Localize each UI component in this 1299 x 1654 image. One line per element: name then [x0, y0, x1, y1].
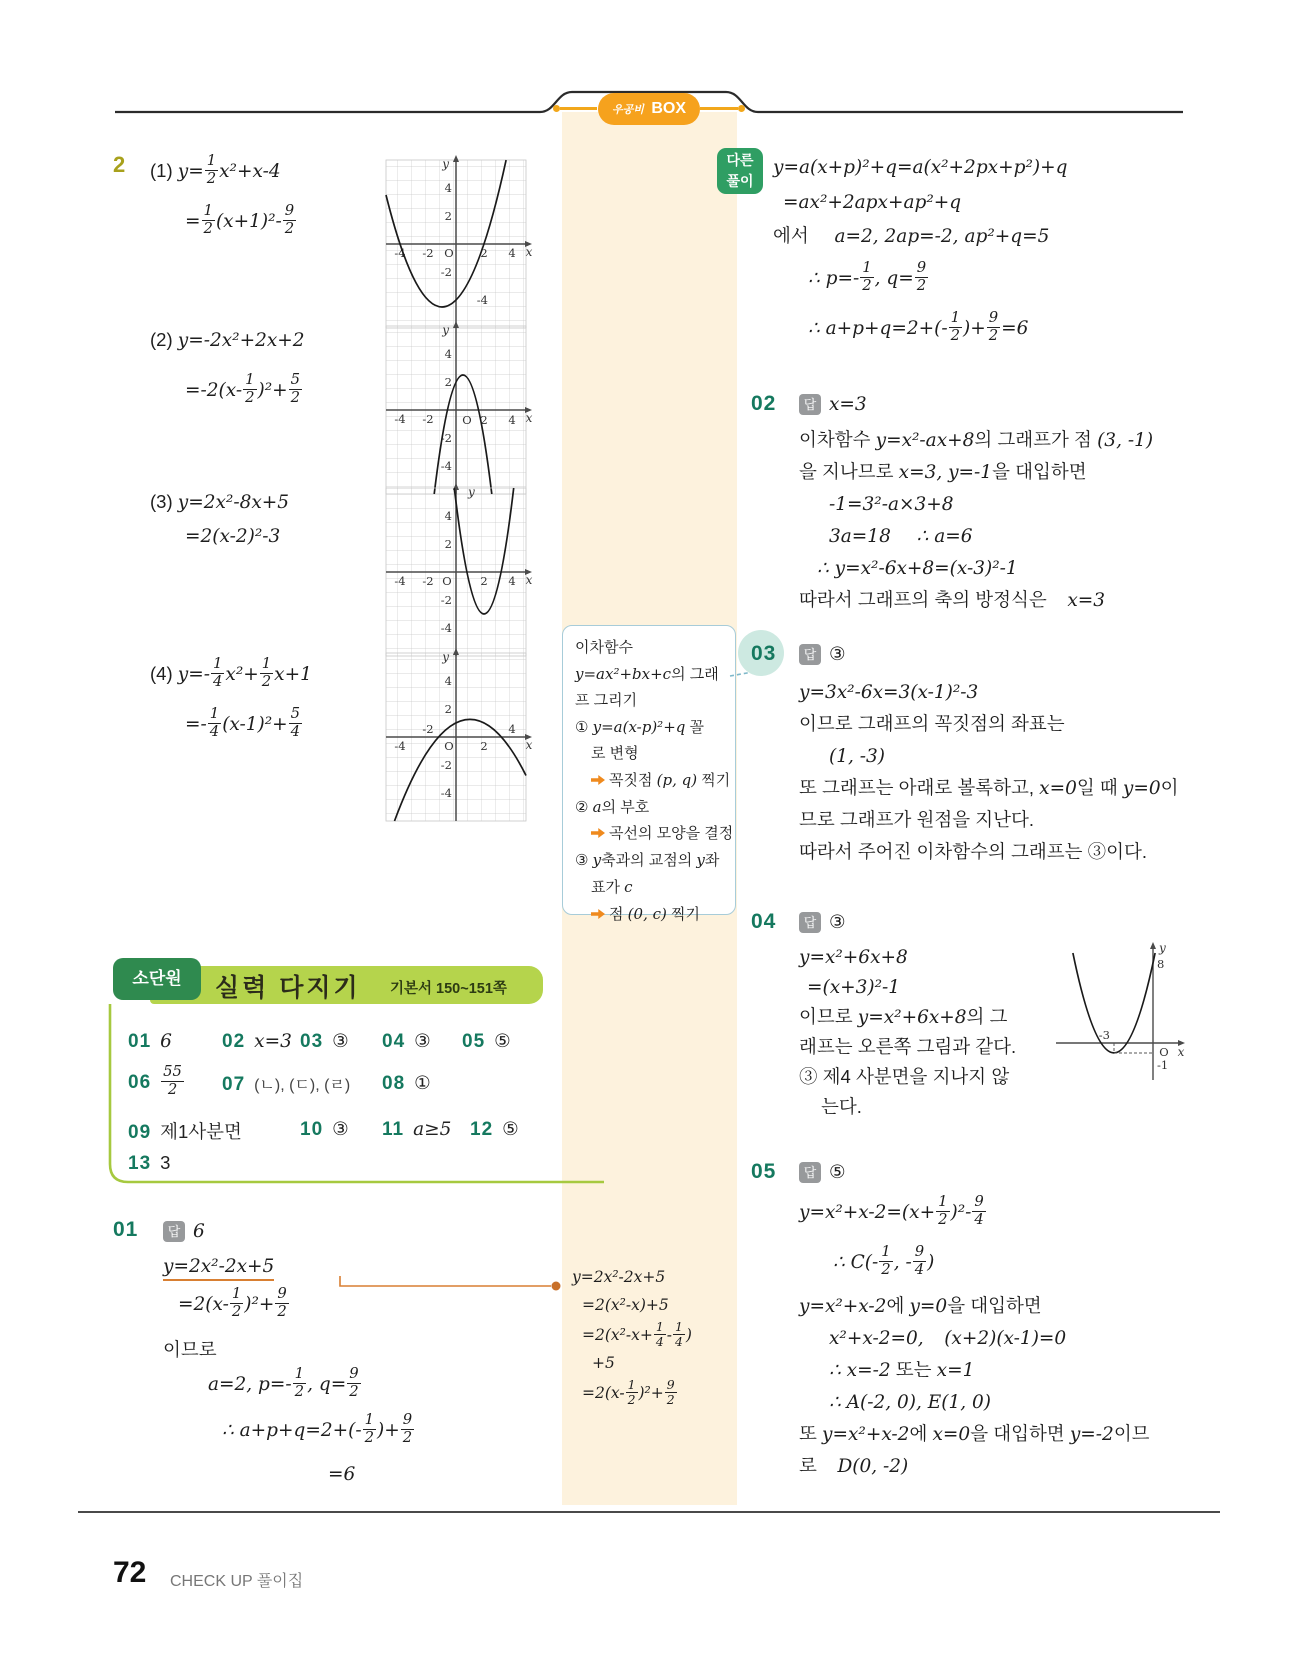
quiz-item — [128, 1063, 185, 1100]
axis-label: 2 — [480, 739, 488, 753]
axis-label: -2 — [440, 593, 452, 607]
annot-line2: =2(x²-x)+5 — [582, 1296, 669, 1314]
note-line: ② a의 부호 — [575, 798, 650, 816]
quiz-item-value: 3 — [160, 1152, 171, 1173]
quiz-item-number: 09 — [128, 1122, 152, 1143]
quiz-item-number: 06 — [128, 1072, 152, 1094]
arrow-icon — [591, 909, 605, 919]
annot-line5: =2(x- $\frac{1}{2}$ )²+ $\frac{9}{2}$ — [582, 1377, 675, 1407]
axis-label: O — [444, 739, 454, 753]
axis-label: -4 — [394, 574, 406, 588]
p05-line8: 로 D(0, -2) — [799, 1455, 909, 1477]
axis-label: 4 — [508, 413, 516, 427]
axis-label: y — [442, 157, 449, 171]
p05-line5: ∴ x=-2 또는 x=1 — [829, 1359, 975, 1381]
quiz-item-value: 6 — [160, 1031, 172, 1052]
p2-part1-line1: (1) y= $\frac{1}{2}$ x²+x-4 — [150, 152, 281, 187]
p01-annotation-connector — [336, 1276, 568, 1296]
axis-label: x — [525, 573, 533, 587]
alt-line1: y=a(x+p)²+q=a(x²+2px+p²)+q — [773, 157, 1068, 178]
axis-label: 8 — [1157, 957, 1165, 971]
ugongbi-box-dot-right — [738, 105, 745, 112]
p03-number: 03 — [751, 642, 777, 665]
quiz-item — [128, 1152, 170, 1175]
p2-part1-line2: = $\frac{1}{2}$ (x+1)²- $\frac{9}{2}$ — [185, 202, 295, 237]
p01-line5: ∴ a+p+q=2+(- $\frac{1}{2}$ )+ $\frac{9}{2}$ — [222, 1411, 413, 1446]
axis-label: x — [525, 245, 533, 259]
alt-line2: =ax²+2apx+ap²+q — [783, 192, 962, 213]
quiz-item-number: 05 — [462, 1031, 486, 1052]
axis-label: -1 — [1157, 1058, 1169, 1072]
axis-label: 2 — [480, 413, 488, 427]
note-line-text: 꼭짓점 (p, q) 찍기 — [609, 771, 731, 789]
p03-line1: y=3x²-6x=3(x-1)²-3 — [799, 682, 979, 703]
alt-line4: ∴ p=- $\frac{1}{2}$ , q= $\frac{9}{2}$ — [808, 259, 927, 294]
quiz-item — [462, 1030, 511, 1053]
quiz-item-value: ⑤ — [502, 1118, 519, 1139]
ugongbi-box-label-small: 우공비 — [611, 104, 644, 116]
axis-label: 2 — [444, 375, 452, 389]
quiz-item — [382, 1118, 451, 1141]
p02-line5: ∴ y=x²-6x+8=(x-3)²-1 — [817, 558, 1018, 579]
axis-label: y — [1159, 941, 1166, 955]
ugongbi-box-label-big: BOX — [651, 100, 686, 117]
p05-line7: 또 y=x²+x-2에 x=0을 대입하면 y=-2이므 — [799, 1423, 1150, 1445]
p04-answer: ③ — [829, 911, 846, 932]
arrow-icon — [591, 775, 605, 785]
p01-answer: 6 — [193, 1221, 205, 1242]
annot-line3: =2(x²-x+ $\frac{1}{4}$ - $\frac{1}{4}$ ) — [582, 1319, 692, 1349]
p05-line6: ∴ A(-2, 0), E(1, 0) — [829, 1392, 992, 1413]
p04-line6: 는다. — [821, 1096, 862, 1117]
p05-line4: x²+x-2=0, (x+2)(x-1)=0 — [829, 1328, 1067, 1349]
axis-label: y — [468, 485, 475, 499]
quiz-item-number: 10 — [300, 1119, 324, 1140]
note-line: 프 그리기 — [575, 692, 638, 709]
quiz-item — [128, 1030, 172, 1053]
quiz-item — [222, 1030, 292, 1053]
ugongbi-box-badge — [598, 93, 700, 125]
p02-answer-badge: 답 — [799, 394, 821, 415]
note-line: ③ y축과의 교점의 y좌 — [575, 851, 720, 869]
axis-label: -4 — [394, 412, 406, 426]
quiz-item-value: ⑤ — [494, 1030, 511, 1051]
alt-badge-line2: 풀이 — [726, 173, 754, 189]
p03-line2: 이므로 그래프의 꼭짓점의 좌표는 — [799, 713, 1065, 734]
p01-line1-formula: y=2x²-2x+5 — [163, 1255, 274, 1281]
footer-text: CHECK UP 풀이집 — [170, 1573, 304, 1590]
alt-line5: ∴ a+p+q=2+(- $\frac{1}{2}$ )+ $\frac{9}{2}$ =6 — [808, 309, 1029, 344]
p02-line6: 따라서 그래프의 축의 방정식은 x=3 — [799, 589, 1106, 611]
quiz-item-value: $\frac{55}{2}$ — [163, 1063, 182, 1098]
p04-line2: =(x+3)²-1 — [807, 977, 901, 998]
p05-line1: y=x²+x-2=(x+ $\frac{1}{2}$ )²- $\frac{9}{4}$ — [799, 1193, 984, 1228]
annotation-bullet — [552, 1282, 561, 1291]
p01-line1 — [163, 1254, 274, 1278]
axis-label: -2 — [440, 758, 452, 772]
p2-part2-line2: =-2(x- $\frac{1}{2}$ )²+ $\frac{5}{2}$ — [185, 371, 301, 406]
p03-line5: 므로 그래프가 원점을 지난다. — [799, 809, 1035, 830]
p03-line4: 또 그래프는 아래로 볼록하고, x=0일 때 y=0이 — [799, 777, 1179, 799]
axis-label: -2 — [422, 722, 434, 736]
axis-label: O — [1159, 1045, 1169, 1059]
p03-answer-badge: 답 — [799, 644, 821, 665]
quiz-item-number: 12 — [470, 1119, 494, 1140]
quiz-item — [128, 1118, 242, 1144]
axis-label: O — [442, 574, 452, 588]
quiz-item — [382, 1072, 431, 1095]
p02-line1: 이차함수 y=x²-ax+8의 그래프가 점 (3, -1) — [799, 429, 1154, 451]
graph-parabola-3 — [383, 480, 533, 666]
quiz-item-number: 07 — [222, 1074, 246, 1095]
alt-solution-badge — [717, 148, 763, 194]
axis-label: x — [525, 738, 533, 752]
axis-label: -2 — [440, 265, 452, 279]
axis-label: -4 — [440, 621, 452, 635]
p05-answer-badge: 답 — [799, 1162, 821, 1183]
note-line — [575, 901, 735, 928]
p04-line5: ③ 제4 사분면을 지나지 않 — [799, 1066, 1010, 1087]
quiz-ref: 기본서 150~151쪽 — [390, 981, 507, 997]
axis-label: -2 — [422, 574, 434, 588]
axis-label: O — [462, 413, 472, 427]
axis-label: 4 — [444, 674, 452, 688]
quiz-item-value: 제1사분면 — [160, 1121, 242, 1142]
p01-number: 01 — [113, 1218, 139, 1241]
quiz-item — [300, 1118, 349, 1141]
quiz-item — [470, 1118, 519, 1141]
p03-line6: 따라서 주어진 이차함수의 그래프는 ③이다. — [799, 841, 1148, 862]
arrow-icon — [591, 828, 605, 838]
axis-label: 4 — [444, 181, 452, 195]
note-line — [575, 821, 735, 847]
p02-line2: 을 지나므로 x=3, y=-1을 대입하면 — [799, 461, 1087, 483]
quiz-item-value: ① — [414, 1072, 431, 1093]
axis-label: -2 — [422, 412, 434, 426]
p04-line4: 래프는 오른쪽 그림과 같다. — [799, 1036, 1017, 1057]
quiz-item — [300, 1030, 349, 1053]
axis-label: x — [1177, 1045, 1185, 1059]
note-line-text: 곡선의 모양을 결정 — [609, 825, 734, 842]
axis-label: -4 — [440, 459, 452, 473]
quiz-title: 실력 다지기 — [215, 974, 361, 1002]
p03-answer: ③ — [829, 643, 846, 664]
p02-number: 02 — [751, 392, 777, 415]
axis-label: 2 — [444, 537, 452, 551]
quiz-item-value: ③ — [332, 1030, 349, 1051]
axis-label: -4 — [394, 739, 406, 753]
p2-part4-line2: =- $\frac{1}{4}$ (x-1)²+ $\frac{5}{4}$ — [185, 705, 301, 740]
axis-label: 4 — [508, 722, 516, 736]
quiz-item-number: 08 — [382, 1073, 406, 1094]
p04-answer-badge: 답 — [799, 912, 821, 933]
quiz-item-value: a≥5 — [413, 1119, 452, 1140]
graph-parabola-2 — [383, 318, 533, 504]
p01-line4: a=2, p=- $\frac{1}{2}$ , q= $\frac{9}{2}$ — [208, 1365, 359, 1400]
p04-line3: 이므로 y=x²+6x+8의 그 — [799, 1006, 1008, 1028]
axis-label: -2 — [440, 431, 452, 445]
quiz-item-value: x=3 — [254, 1031, 292, 1052]
axis-label: x — [525, 411, 533, 425]
axis-label: 2 — [444, 702, 452, 716]
p04-line1: y=x²+6x+8 — [799, 947, 908, 968]
quiz-item-number: 01 — [128, 1031, 152, 1052]
note-line — [575, 767, 735, 794]
axis-label: 4 — [508, 246, 516, 260]
axis-label: -4 — [476, 293, 488, 307]
axis-label: y — [442, 323, 449, 337]
footer-rule — [78, 1511, 1220, 1513]
quiz-item — [382, 1030, 431, 1053]
quiz-item — [222, 1072, 350, 1096]
p02-line3: -1=3²-a×3+8 — [829, 494, 954, 515]
alt-badge-line1: 다른 — [726, 152, 754, 168]
note-line: 표가 c — [591, 878, 633, 896]
quiz-item-value: (ㄴ), (ㄷ), (ㄹ) — [254, 1077, 351, 1094]
p01-line6: =6 — [328, 1464, 356, 1485]
graph-parabola-1 — [383, 152, 533, 338]
quiz-item-number: 04 — [382, 1031, 406, 1052]
ugongbi-box-dot-left — [553, 105, 560, 112]
note-line: 이차함수 — [575, 639, 633, 656]
p04-number: 04 — [751, 910, 777, 933]
p2-part4-line1: (4) y=- $\frac{1}{4}$ x²+ $\frac{1}{2}$ x+1 — [150, 655, 312, 690]
axis-label: -2 — [422, 246, 434, 260]
p2-part3-line2: =2(x-2)²-3 — [185, 526, 281, 547]
axis-label: -4 — [394, 246, 406, 260]
quiz-item-number: 13 — [128, 1153, 152, 1174]
axis-label: 2 — [480, 246, 488, 260]
axis-label: 2 — [480, 574, 488, 588]
footer-page-number: 72 — [113, 1556, 147, 1589]
axis-label: -3 — [1098, 1028, 1110, 1042]
p05-line2: ∴ C(- $\frac{1}{2}$ , - $\frac{9}{4}$ ) — [833, 1243, 935, 1278]
axis-label: y — [442, 650, 449, 664]
axis-label: 4 — [444, 347, 452, 361]
quiz-item-number: 03 — [300, 1031, 324, 1052]
p05-number: 05 — [751, 1160, 777, 1183]
p2-part2-line1: (2) y=-2x²+2x+2 — [150, 329, 305, 351]
axis-label: 4 — [444, 509, 452, 523]
quiz-badge: 소단원 — [113, 958, 201, 1000]
note-line: ① y=a(x-p)²+q 꼴 — [575, 718, 705, 736]
problem-2-number: 2 — [113, 152, 126, 177]
quiz-item-number: 11 — [382, 1119, 405, 1140]
ugongbi-box-line-right — [700, 107, 738, 110]
annot-line4: +5 — [592, 1354, 615, 1372]
axis-label: 2 — [444, 209, 452, 223]
quiz-item-value: ③ — [332, 1118, 349, 1139]
graph-parabola-4 — [383, 645, 533, 831]
axis-label: O — [444, 246, 454, 260]
p05-answer: ⑤ — [829, 1161, 846, 1182]
p03-line3: (1, -3) — [829, 746, 885, 767]
note-line-text: 점 (0, c) 찍기 — [609, 905, 701, 923]
p02-answer: x=3 — [829, 394, 867, 415]
quiz-item-value: ③ — [414, 1030, 431, 1051]
annot-line1: y=2x²-2x+5 — [572, 1268, 666, 1286]
axis-label: -4 — [440, 786, 452, 800]
p01-line3: 이므로 — [163, 1339, 217, 1360]
note-line: y=ax²+bx+c의 그래 — [575, 665, 719, 683]
axis-label: 4 — [508, 574, 516, 588]
p05-line3: y=x²+x-2에 y=0을 대입하면 — [799, 1295, 1042, 1317]
quiz-item-number: 02 — [222, 1031, 246, 1052]
p01-line2: =2(x- $\frac{1}{2}$ )²+ $\frac{9}{2}$ — [178, 1285, 287, 1320]
ugongbi-box-line-left — [560, 107, 597, 110]
p01-answer-badge: 답 — [163, 1221, 185, 1242]
alt-line3: 에서 a=2, 2ap=-2, ap²+q=5 — [773, 225, 1050, 247]
p04-graph — [1053, 938, 1193, 1088]
p02-line4: 3a=18 ∴ a=6 — [829, 526, 973, 547]
p2-part3-line1: (3) y=2x²-8x+5 — [150, 491, 290, 513]
quiz-box-border — [104, 1004, 614, 1199]
note-line: 로 변형 — [591, 745, 639, 762]
note-card — [562, 625, 736, 923]
